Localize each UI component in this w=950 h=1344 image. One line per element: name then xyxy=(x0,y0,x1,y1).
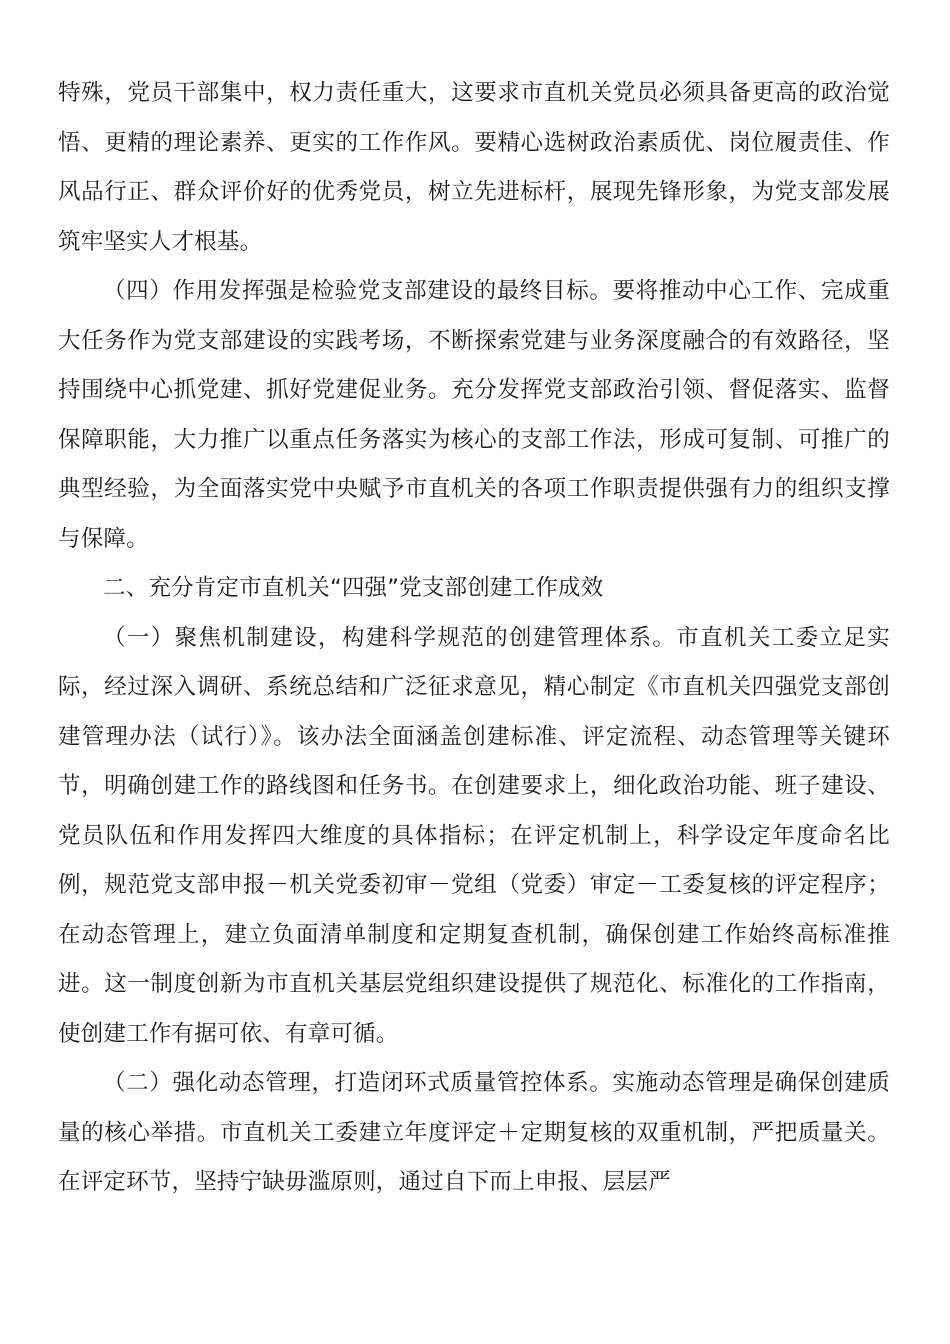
paragraph-section-four: （四）作用发挥强是检验党支部建设的最终目标。要将推动中心工作、完成重大任务作为党支部建设的实践考场，不断探索党建与业务深度融合的有效路径，坚持围绕中心抓党建、抓好党建促业务。充分发挥党支部政治引领、督促落实、监督保障职能，大力推广以重点任务落实为核心的支部工作法，形成可复制、可推广的典型经验，为全面落实党中央赋予市直机关的各项工作职责提供强有力的组织支撑与保障。 xyxy=(58,278,890,552)
section-heading-two: 二、充分肯定市直机关“四强”党支部创建工作成效 xyxy=(103,575,604,601)
paragraph-continued: 特殊，党员干部集中，权力责任重大，这要求市直机关党员必须具备更高的政治觉悟、更精的理论素养、更实的工作作风。要精心选树政治素质优、岗位履责佳、作风品行正、群众评价好的优秀党员，树立先进标杆，展现先锋形象，为党支部发展筑牢坚实人才根基。 xyxy=(58,80,890,255)
paragraph-section-one: （一）聚焦机制建设，构建科学规范的创建管理体系。市直机关工委立足实际，经过深入调研、系统总结和广泛征求意见，精心制定《市直机关四强党支部创建管理办法（试行）》。该办法全面涵盖创建标准、评定流程、动态管理等关键环节，明确创建工作的路线图和任务书。在创建要求上，细化政治功能、班子建设、党员队伍和作用发挥四大维度的具体指标；在评定机制上，科学设定年度命名比例，规范党支部申报－机关党委初审－党组（党委）审定－工委复核的评定程序；在动态管理上，建立负面清单制度和定期复查机制，确保创建工作始终高标准推进。这一制度创新为市直机关基层党组织建设提供了规范化、标准化的工作指南，使创建工作有据可依、有章可循。 xyxy=(58,624,890,1047)
paragraph-section-two: （二）强化动态管理，打造闭环式质量管控体系。实施动态管理是确保创建质量的核心举措。市直机关工委建立年度评定＋定期复核的双重机制，严把质量关。在评定环节，坚持宁缺毋滥原则，通过自下而上申报、层层严 xyxy=(58,1070,890,1195)
